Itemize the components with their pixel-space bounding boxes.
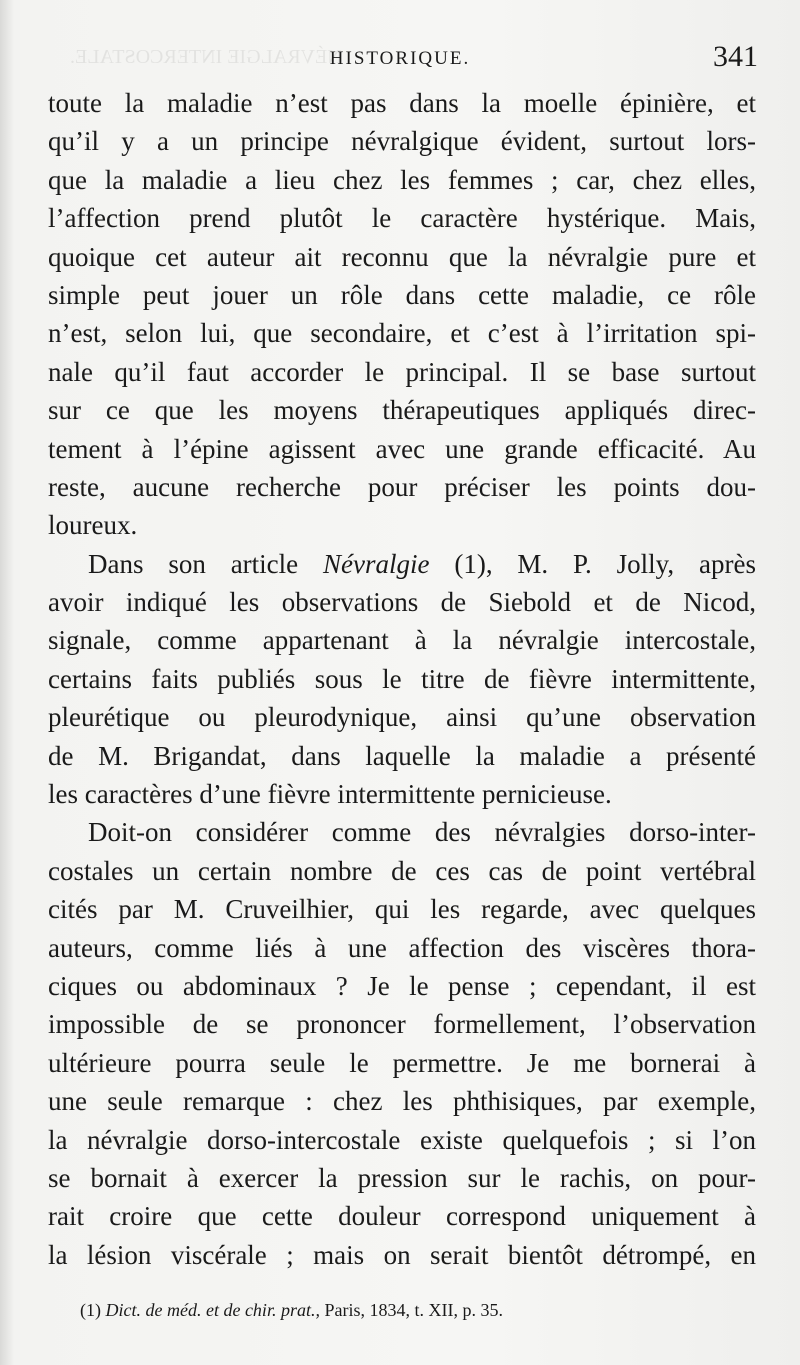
- text-line: sur ce que les moyens thérapeutiques appliqués direc-: [48, 395, 756, 426]
- text-line: Doit-on considérer comme des névralgies dorso-inter-: [88, 817, 756, 848]
- text-line: l’affection prend plutôt le caractère hystérique. Mais,: [48, 203, 756, 234]
- text-line: tement à l’épine agissent avec une grande efficacité. Au: [48, 433, 756, 464]
- text-line: se bornait à exercer la pression sur le rachis, on pour-: [48, 1162, 756, 1193]
- text-line: avoir indiqué les observations de Siebold et de Nicod,: [48, 587, 756, 618]
- page-number: 341: [713, 40, 758, 73]
- text-line: pleurétique ou pleurodynique, ainsi qu’une observation: [48, 702, 756, 733]
- footnote-marker: (1): [80, 1300, 101, 1320]
- footnote-details: Paris, 1834, t. XII, p. 35.: [324, 1300, 503, 1320]
- text-line: n’est, selon lui, que secondaire, et c’est à l’irritation spi-: [48, 318, 756, 349]
- text-line: reste, aucune recherche pour préciser les points dou-: [48, 471, 756, 502]
- footnote-source: Dict. de méd. et de chir. prat.,: [105, 1300, 320, 1320]
- text-line: nale qu’il faut accorder le principal. Il se base surtout: [48, 356, 756, 387]
- text-line: costales un certain nombre de ces cas de point vertébral: [48, 855, 756, 886]
- text-line: auteurs, comme liés à une affection des viscères thora-: [48, 932, 756, 963]
- text-line: que la maladie a lieu chez les femmes ; car, chez elles,: [48, 164, 756, 195]
- text-line: [48, 545, 756, 583]
- text-line: la névralgie dorso-intercostale existe quelquefois ; si l’on: [48, 1124, 756, 1155]
- text-line: certains faits publiés sous le titre de fièvre intermittente,: [48, 663, 756, 694]
- text-line: ciques ou abdominaux ? Je le pense ; cependant, il est: [48, 970, 756, 1001]
- text-line: impossible de se prononcer formellement, l’observation: [48, 1009, 756, 1040]
- running-title: HISTORIQUE.: [329, 48, 471, 69]
- text-line: toute la maladie n’est pas dans la moelle épinière, et: [48, 88, 756, 118]
- text-line: une seule remarque : chez les phthisiques, par exemple,: [48, 1086, 756, 1117]
- italic-term: Névralgie: [323, 548, 430, 579]
- text-line: quoique cet auteur ait reconnu que la névralgie pure et: [48, 241, 756, 272]
- text-line: de M. Brigandat, dans laquelle la maladie a présenté: [48, 740, 756, 771]
- text-line: signale, comme appartenant à la névralgie intercostale,: [48, 625, 756, 656]
- text-line: simple peut jouer un rôle dans cette maladie, ce rôle: [48, 279, 756, 310]
- show-through-text: NÉVRALGIE INTERCOSTALE.: [70, 46, 342, 68]
- text-line: qu’il y a un principe névralgique évident, surtout lors-: [48, 126, 756, 157]
- text-line: la lésion viscérale ; mais on serait bientôt détrompé, en: [48, 1239, 756, 1270]
- body-text: [48, 84, 756, 1274]
- footnote: [80, 1300, 503, 1321]
- text-line: loureux.: [48, 510, 138, 541]
- text-line: cités par M. Cruveilhier, qui les regarde, avec quelques: [48, 894, 756, 925]
- text-line: ultérieure pourra seule le permettre. Je me bornerai à: [48, 1047, 756, 1078]
- text-run: Dans son article: [88, 548, 323, 579]
- text-run: (1), M. P. Jolly, après: [429, 548, 756, 579]
- text-line: rait croire que cette douleur correspond uniquement à: [48, 1201, 756, 1232]
- page-header: [0, 40, 800, 80]
- text-line: les caractères d’une fièvre intermittente pernicieuse.: [48, 779, 612, 810]
